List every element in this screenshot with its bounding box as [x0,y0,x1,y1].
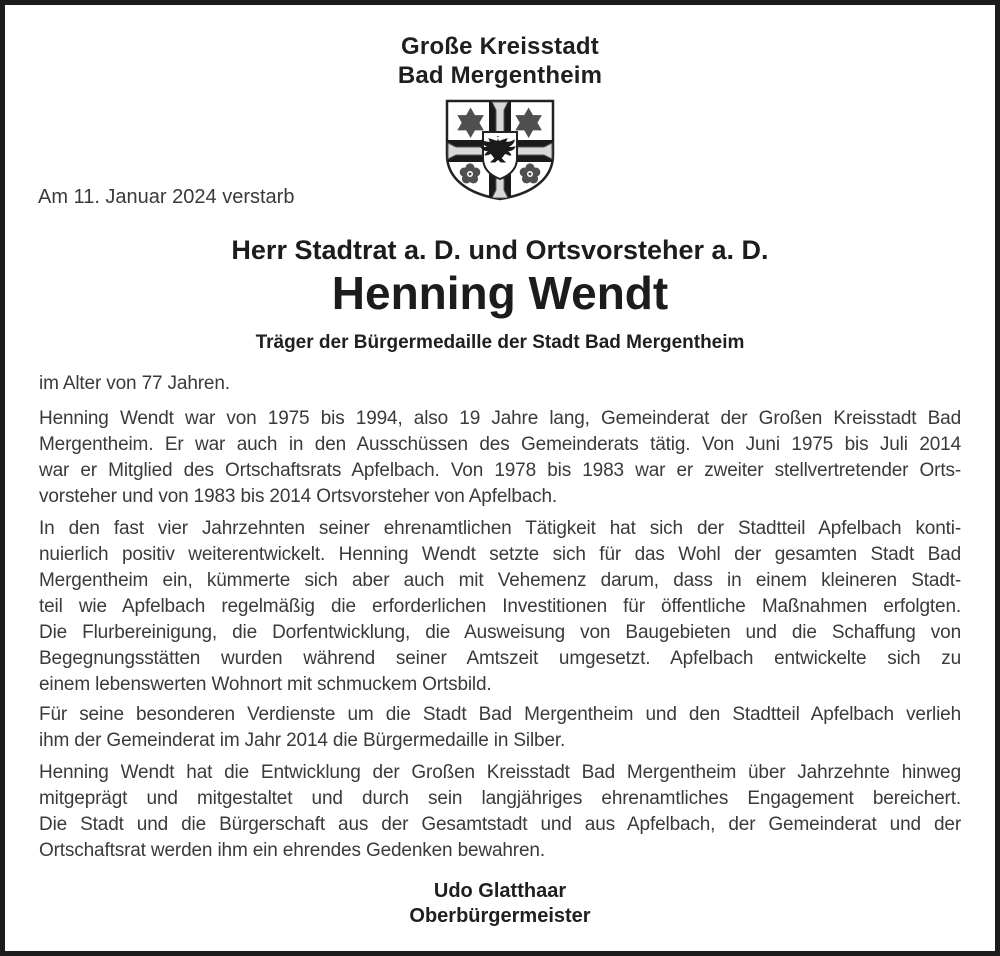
municipality-line-2: Bad Mergentheim [397,62,603,89]
paragraph-line: In den fast vier Jahrzehnten seiner ehrenamtlichen Tätigkeit hat sich der Stadtteil Apfelbach konti- [39,518,961,539]
obituary-paragraph-4 [39,760,961,864]
paragraph-line: Die Stadt und die Bürgerschaft aus der Gesamtstadt und aus Apfelbach, der Gemeinderat und der [39,814,961,835]
paragraph-line: Begegnungsstätten wurden während seiner Amtszeit umgesetzt. Apfelbach entwickelte sich zu [39,648,961,669]
paragraph-line: Für seine besonderen Verdienste um die Stadt Bad Mergentheim und den Stadtteil Apfelbach verlieh [39,704,961,725]
paragraph-line: mitgeprägt und mitgestaltet und durch sein langjähriges ehrenamtliches Engagement bereichert. [39,788,961,809]
city-coat-of-arms-icon [438,97,562,203]
age-line: im Alter von 77 Jahren. [39,373,230,394]
paragraph-line: Henning Wendt hat die Entwicklung der Großen Kreisstadt Bad Mergentheim über Jahrzehnte hinweg [39,762,961,783]
notice-content [5,32,995,929]
municipality-header [39,32,961,90]
obituary-paragraph-1 [39,406,961,510]
paragraph-line: teil wie Apfelbach regelmäßig die erforderlichen Investitionen für öffentliche Maßnahmen erfolgten. [39,596,961,617]
signature-block [39,879,961,929]
paragraph-line: Ortschaftsrat werden ihm ein ehrendes Gedenken bewahren. [39,840,545,861]
medal-subtitle: Träger der Bürgermedaille der Stadt Bad Mergentheim [255,332,745,353]
paragraph-line: Mergentheim ein, kümmerte sich aber auch mit Vehemenz darum, dass in einem kleineren Stadt- [39,570,961,591]
honorific-title-line: Herr Stadtrat a. D. und Ortsvorsteher a. D. [231,235,769,265]
obituary-paragraph-2 [39,516,961,698]
signature-title: Oberbürgermeister [409,905,591,927]
paragraph-line: vorsteher und von 1983 bis 2014 Ortsvorsteher von Apfelbach. [39,486,558,507]
paragraph-line: Die Flurbereinigung, die Dorfentwicklung, die Ausweisung von Baugebieten und die Schaffung von [39,622,961,643]
municipality-line-1: Große Kreisstadt [401,33,599,60]
paragraph-line: Mergentheim. Er war auch in den Ausschüssen des Gemeinderats tätig. Von Juni 1975 bis Juli 2014 [39,434,961,455]
paragraph-line: ihm der Gemeinderat im Jahr 2014 die Bürgermedaille in Silber. [39,730,566,751]
death-date-line: Am 11. Januar 2024 verstarb [38,186,295,208]
paragraph-line: war er Mitglied des Ortschaftsrats Apfelbach. Von 1978 bis 1983 war er zweiter stellvertretender Orts- [39,460,961,481]
obituary-paragraph-3 [39,702,961,754]
deceased-name: Henning Wendt [331,267,669,319]
paragraph-line: Henning Wendt war von 1975 bis 1994, also 19 Jahre lang, Gemeinderat der Großen Kreisstadt Bad [39,408,961,429]
paragraph-line: einem lebenswerten Wohnort mit schmuckem Ortsbild. [39,674,492,695]
paragraph-line: nuierlich positiv weiterentwickelt. Henning Wendt setzte sich für das Wohl der gesamten Stadt Bad [39,544,961,565]
signature-name: Udo Glatthaar [433,880,567,902]
